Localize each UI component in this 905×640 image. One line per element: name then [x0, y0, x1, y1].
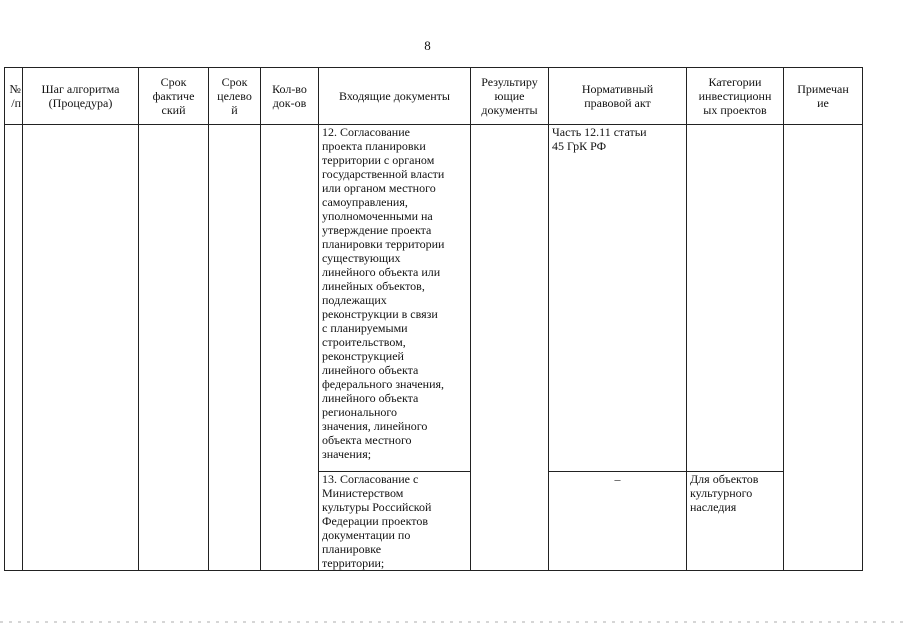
- header-term-actual: [139, 68, 209, 125]
- cell-line: утверждение проекта: [322, 223, 432, 237]
- cell-line: культурного: [690, 486, 753, 500]
- header-legal-act: [549, 68, 687, 125]
- cell-line: культуры Российской: [322, 500, 432, 514]
- cell-line: инвестиционн: [698, 89, 772, 103]
- header-term-target: [209, 68, 261, 125]
- page-number: 8: [424, 38, 431, 53]
- header-input-docs: [319, 68, 471, 125]
- cell-line: /п: [11, 96, 21, 110]
- cell-line: Входящие документы: [339, 89, 450, 103]
- cell-legal-act: [549, 125, 687, 472]
- cell-doc-count: [261, 125, 319, 571]
- cell-line: территории с органом: [322, 153, 435, 167]
- cell-line: уполномоченными на: [322, 209, 433, 223]
- header-step: [23, 68, 139, 125]
- cell-line: с планируемыми: [322, 321, 408, 335]
- cell-line: Срок: [221, 75, 248, 89]
- cell-line: ский: [161, 103, 186, 117]
- cell-categories: [687, 125, 784, 472]
- header-result-docs: [471, 68, 549, 125]
- cell-step: [23, 125, 139, 571]
- cell-line: Примечан: [797, 82, 849, 96]
- cell-line: Для объектов: [690, 472, 759, 486]
- cell-input-docs: [319, 125, 471, 472]
- cell-line: Федерации проектов: [322, 514, 428, 528]
- cell-line: ие: [817, 96, 829, 110]
- cell-line: (Процедура): [48, 96, 113, 110]
- cell-line: проекта планировки: [322, 139, 426, 153]
- cell-number: [5, 125, 23, 571]
- cell-line: 45 ГрК РФ: [552, 139, 607, 153]
- cell-line: планировке: [322, 542, 382, 556]
- cell-line: значения;: [322, 447, 372, 461]
- cell-line: объекта местного: [322, 433, 412, 447]
- cell-line: правовой акт: [584, 96, 651, 110]
- cell-line: й: [231, 103, 238, 117]
- cell-line: существующих: [322, 251, 401, 265]
- cell-line: линейного объекта: [322, 363, 419, 377]
- table-row: [5, 125, 863, 472]
- cell-line: Министерством: [322, 486, 404, 500]
- procedure-table: [4, 67, 863, 571]
- table-header-row: [5, 68, 863, 125]
- cell-line: Нормативный: [581, 82, 654, 96]
- cell-term-target: [209, 125, 261, 571]
- cell-line: значения, линейного: [322, 419, 428, 433]
- cell-line: Результиру: [481, 75, 538, 89]
- cell-line: документации по: [322, 528, 411, 542]
- cell-line: линейных объектов,: [322, 279, 425, 293]
- cell-line: строительством,: [322, 335, 406, 349]
- cell-legal-act: [549, 472, 687, 571]
- cell-line: Часть 12.11 статьи: [552, 125, 647, 139]
- cell-line: регионального: [322, 405, 398, 419]
- cell-line: целево: [217, 89, 252, 103]
- cell-line: –: [614, 472, 621, 486]
- cell-line: №: [9, 82, 21, 96]
- cell-categories: [687, 472, 784, 571]
- cell-line: Кол-во: [272, 82, 307, 96]
- header-doc-count: [261, 68, 319, 125]
- cell-line: планировки территории: [322, 237, 445, 251]
- cell-line: Шаг алгоритма: [41, 82, 120, 96]
- cell-line: док-ов: [272, 96, 307, 110]
- header-categories: [687, 68, 784, 125]
- cell-term-actual: [139, 125, 209, 571]
- cell-line: 13. Согласование с: [322, 472, 419, 486]
- cell-line: или органом местного: [322, 181, 436, 195]
- cell-line: подлежащих: [322, 293, 387, 307]
- cell-line: федерального значения,: [322, 377, 445, 391]
- cell-line: ых проектов: [703, 103, 767, 117]
- cell-line: территории;: [322, 556, 385, 570]
- cell-line: линейного объекта или: [322, 265, 441, 279]
- cell-line: Срок: [160, 75, 187, 89]
- cell-result-docs: [471, 125, 549, 571]
- cell-line: Категории: [708, 75, 762, 89]
- cell-line: реконструкцией: [322, 349, 404, 363]
- cell-line: ющие: [494, 89, 525, 103]
- header-number: [5, 68, 23, 125]
- cell-line: фактиче: [152, 89, 195, 103]
- cell-note: [784, 125, 863, 571]
- cell-line: самоуправления,: [322, 195, 408, 209]
- scan-artifact-line: [0, 621, 905, 623]
- cell-input-docs: [319, 472, 471, 571]
- cell-line: государственной власти: [322, 167, 445, 181]
- cell-line: наследия: [690, 500, 737, 514]
- cell-line: реконструкции в связи: [322, 307, 438, 321]
- header-note: [784, 68, 863, 125]
- cell-line: линейного объекта: [322, 391, 419, 405]
- cell-line: 12. Согласование: [322, 125, 410, 139]
- cell-line: документы: [481, 103, 538, 117]
